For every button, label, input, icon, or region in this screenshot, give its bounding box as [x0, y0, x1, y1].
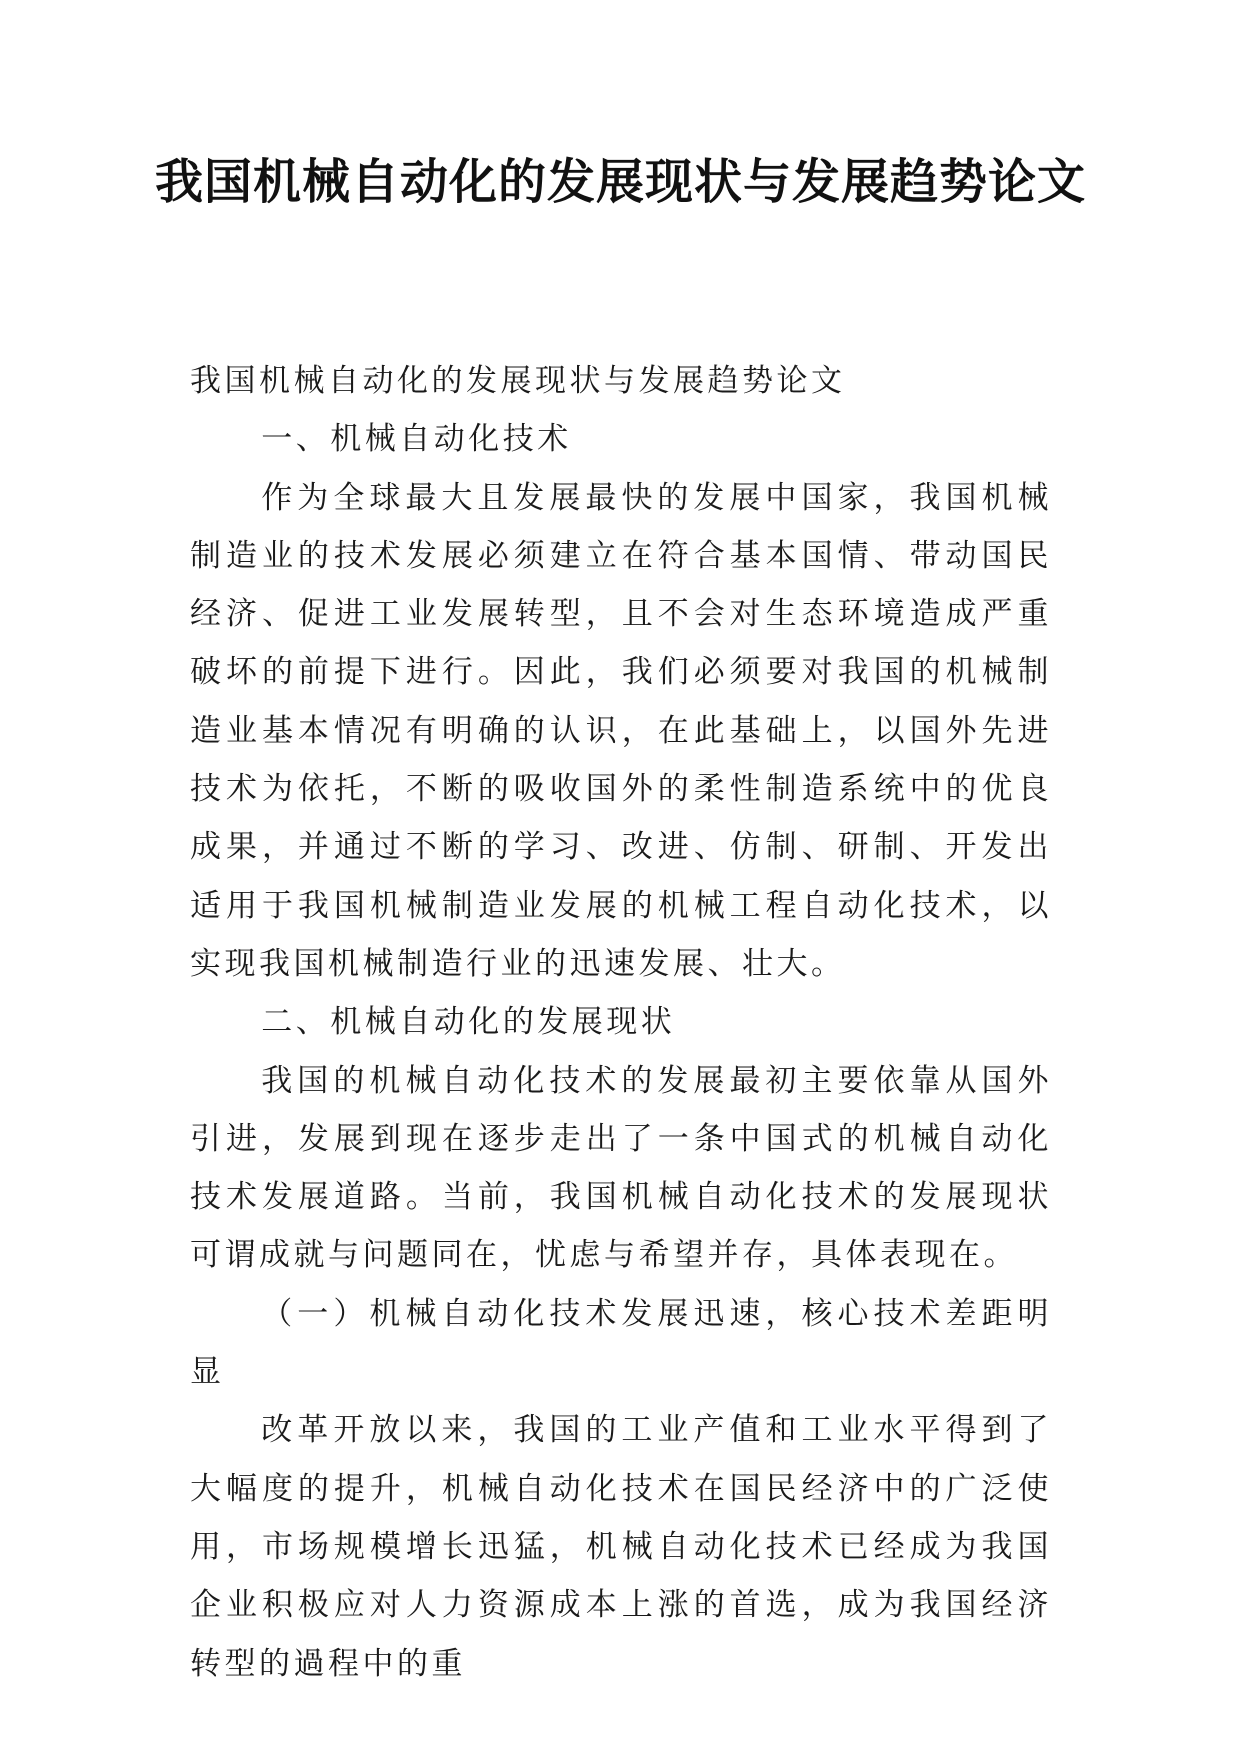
paragraph-1: 作为全球最大且发展最快的发展中国家，我国机械制造业的技术发展必须建立在符合基本国情、带动国民经济、促进工业发展转型，且不会对生态环境造成严重破坏的前提下进行。因此，我们必须要对我国的机械制造业基本情况有明确的认识，在此基础上，以国外先进技术为依托，不断的吸收国外的柔性制造系统中的优良成果，并通过不断的学习、改进、仿制、研制、开发出适用于我国机械制造业发展的机械工程自动化技术，以实现我国机械制造行业的迅速发展、壮大。	[190, 479, 1052, 982]
subsection-heading-1: （一）机械自动化技术发展迅速，核心技术差距明显	[190, 1295, 1052, 1391]
repeated-title-line: 我国机械自动化的发展现状与发展趋势论文	[190, 363, 846, 399]
paragraph-2: 我国的机械自动化技术的发展最初主要依靠从国外引进，发展到现在逐步走出了一条中国式的机械自动化技术发展道路。当前，我国机械自动化技术的发展现状可谓成就与问题同在，忧虑与希望并存，具体表现在。	[190, 1062, 1052, 1274]
section-heading-1: 一、机械自动化技术	[261, 421, 572, 458]
section-heading-2: 二、机械自动化的发展现状	[261, 1004, 676, 1041]
document-title: 我国机械自动化的发展现状与发展趋势论文	[154, 154, 1086, 210]
paragraph-3: 改革开放以来，我国的工业产值和工业水平得到了大幅度的提升，机械自动化技术在国民经济中的广泛使用，市场规模增长迅猛，机械自动化技术已经成为我国企业积极应对人力资源成本上涨的首选，成为我国经济转型的過程中的重	[190, 1412, 1052, 1682]
document-body	[190, 352, 1052, 1693]
